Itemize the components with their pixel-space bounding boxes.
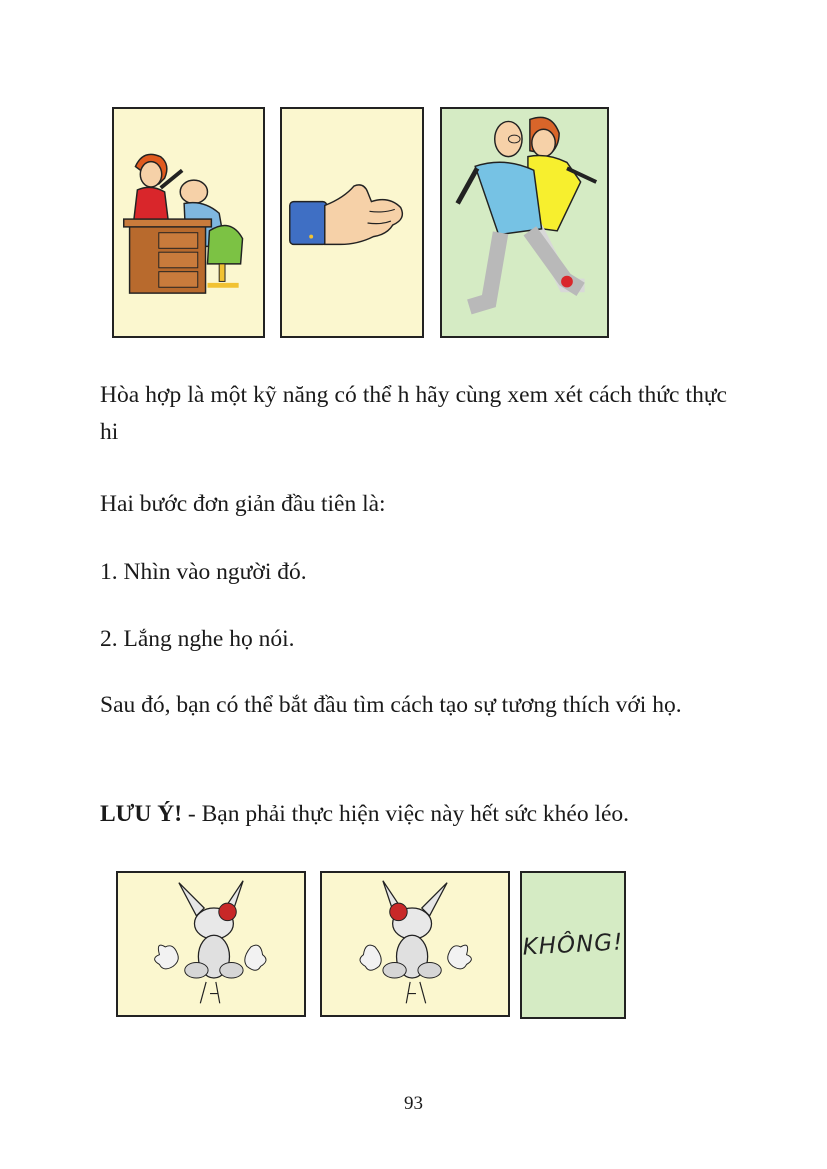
comic-panel-khong-text <box>520 871 626 1019</box>
comic-panel-two-people-walking <box>440 107 609 338</box>
comic-panel-office-argument <box>112 107 265 338</box>
paragraph-rapport-intro: Hòa hợp là một kỹ năng có thể h hãy cùng xem xét cách thức thực hi <box>100 382 727 445</box>
comic-panel-handshake <box>280 107 424 338</box>
list-item-step-1: 1. Nhìn vào người đó. <box>100 559 307 585</box>
note-text: - Bạn phải thực hiện việc này hết sức khéo léo. <box>182 801 630 827</box>
note-label: LƯU Ý! <box>100 801 183 827</box>
paragraph-note <box>100 796 727 833</box>
list-item-step-2: 2. Lắng nghe họ nói. <box>100 626 295 652</box>
khong-exclamation: KHÔNG! <box>522 929 624 961</box>
rabbit-jumping-illustration-mirrored <box>322 873 508 1015</box>
comic-panel-rabbit-left <box>116 871 306 1017</box>
comic-panel-rabbit-right <box>320 871 510 1017</box>
two-people-walking-illustration <box>442 109 607 336</box>
rabbit-jumping-illustration <box>118 873 304 1015</box>
paragraph-build-compatibility: Sau đó, bạn có thể bắt đầu tìm cách tạo sự tương thích với họ. <box>100 692 682 718</box>
paragraph-two-steps: Hai bước đơn giản đầu tiên là: <box>100 491 386 517</box>
office-argument-illustration <box>114 109 263 336</box>
page-number: 93 <box>404 1093 423 1114</box>
handshake-hand-illustration <box>282 109 422 336</box>
